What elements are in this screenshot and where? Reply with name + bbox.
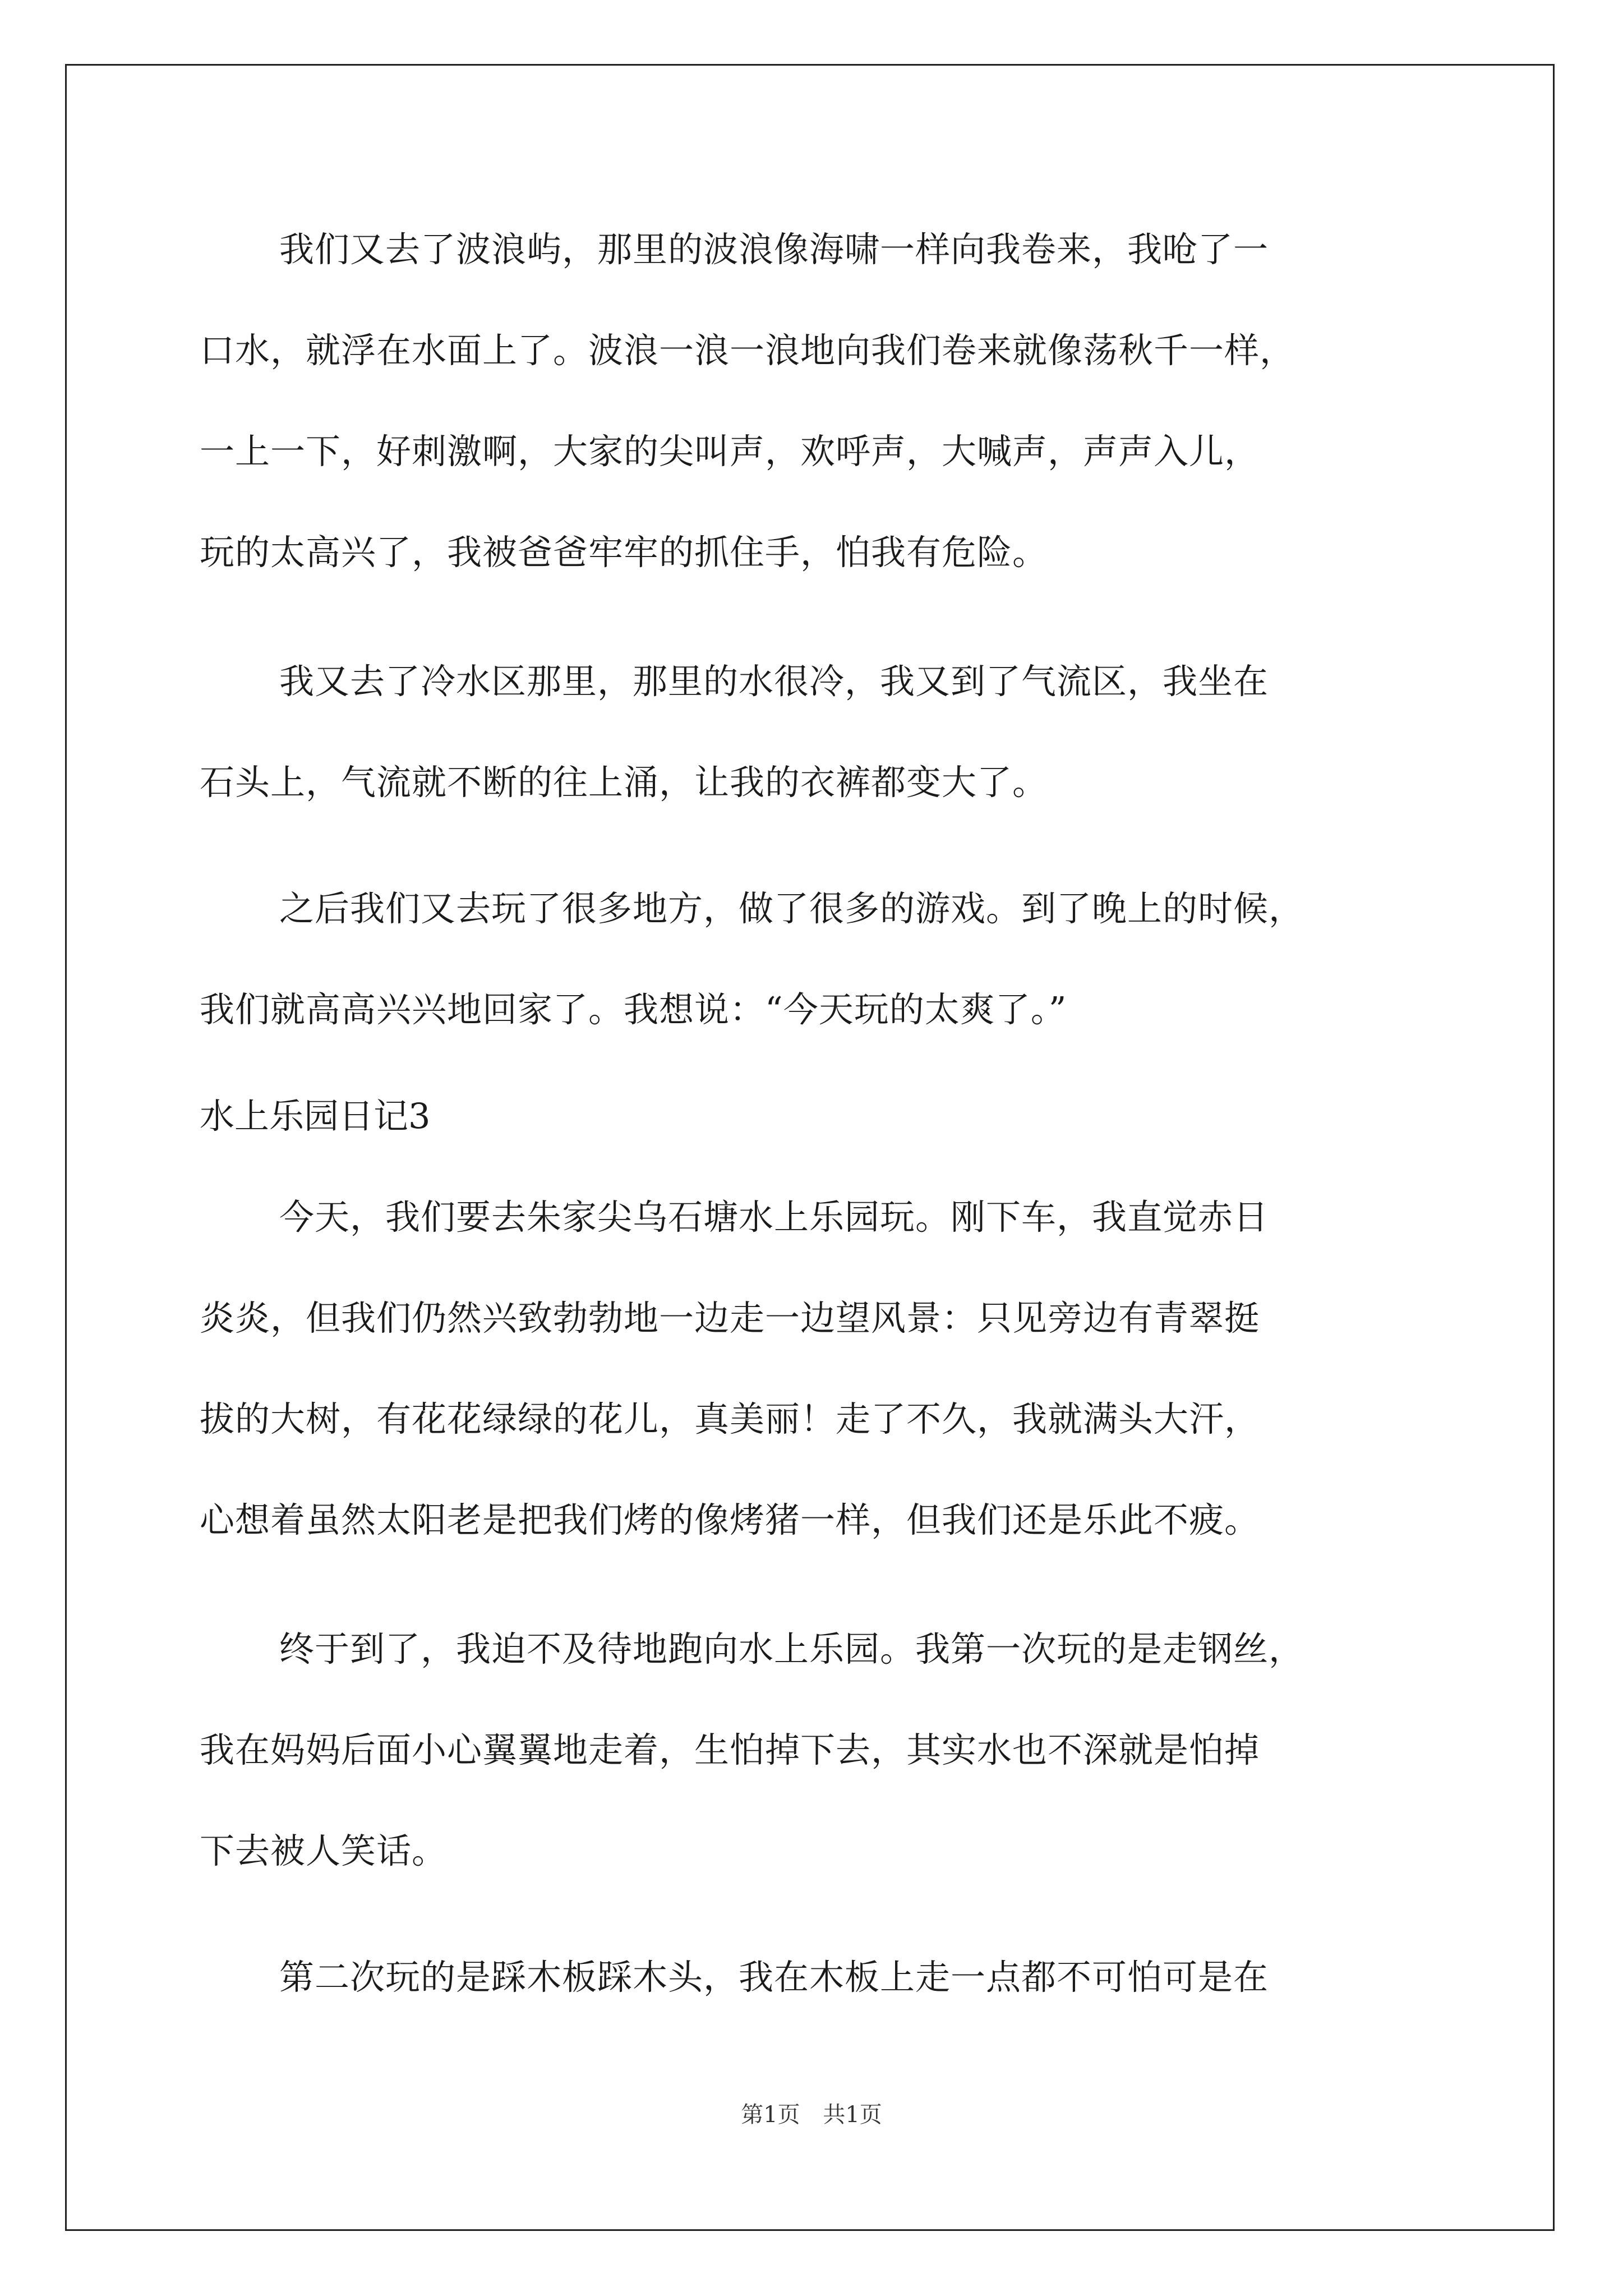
page-border [65, 64, 1555, 2231]
page-number-current: 第1页 [741, 2102, 800, 2128]
body-line: 第二次玩的是踩木板踩木头，我在木板上走一点都不可怕可是在 [279, 1957, 1269, 1998]
body-line: 一上一下，好刺激啊，大家的尖叫声，欢呼声，大喊声，声声入儿， [200, 431, 1260, 472]
body-line: 玩的太高兴了，我被爸爸牢牢的抓住手，怕我有危险。 [200, 532, 1048, 573]
body-line: 拔的大树，有花花绿绿的花儿，真美丽！走了不久，我就满头大汗， [200, 1398, 1260, 1439]
body-line: 我在妈妈后面小心翼翼地走着，生怕掉下去，其实水也不深就是怕掉 [200, 1729, 1260, 1770]
body-line: 终于到了，我迫不及待地跑向水上乐园。我第一次玩的是走钢丝， [279, 1628, 1304, 1669]
body-line: 心想着虽然太阳老是把我们烤的像烤猪一样，但我们还是乐此不疲。 [200, 1499, 1260, 1540]
section-heading: 水上乐园日记3 [200, 1096, 431, 1137]
body-line: 下去被人笑话。 [200, 1830, 448, 1871]
body-line: 口水，就浮在水面上了。波浪一浪一浪地向我们卷来就像荡秋千一样， [200, 330, 1295, 371]
body-line: 之后我们又去玩了很多地方，做了很多的游戏。到了晚上的时候， [279, 888, 1304, 929]
page-number-total: 共1页 [823, 2102, 882, 2128]
body-line: 我们又去了波浪屿，那里的波浪像海啸一样向我卷来，我呛了一 [279, 229, 1269, 270]
body-line: 炎炎，但我们仍然兴致勃勃地一边走一边望风景：只见旁边有青翠挺 [200, 1297, 1260, 1338]
body-line: 我又去了冷水区那里，那里的水很冷，我又到了气流区，我坐在 [279, 661, 1269, 702]
body-line: 今天，我们要去朱家尖乌石塘水上乐园玩。刚下车，我直觉赤日 [279, 1197, 1269, 1237]
body-line: 我们就高高兴兴地回家了。我想说：“今天玩的太爽了。” [200, 989, 1067, 1030]
body-line: 石头上，气流就不断的往上涌，让我的衣裤都变大了。 [200, 762, 1048, 803]
page-footer [0, 2099, 1623, 2131]
